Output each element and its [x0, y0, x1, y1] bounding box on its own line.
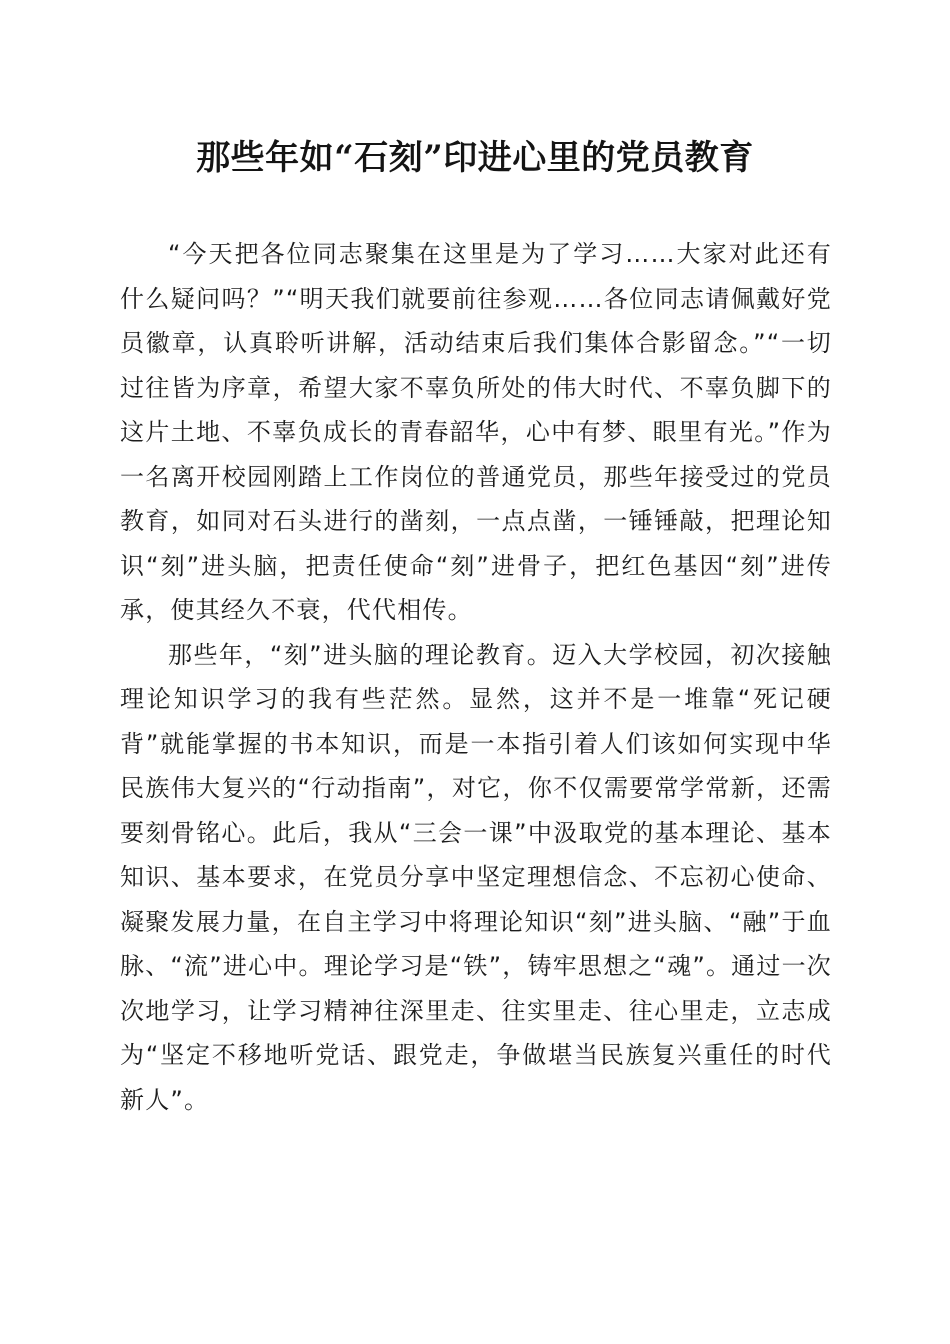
document-title: 那些年如“石刻”印进心里的党员教育	[196, 138, 754, 178]
document-body	[120, 232, 832, 1122]
paragraph-1: “今天把各位同志聚集在这里是为了学习……大家对此还有什么疑问吗？”“明天我们就要前往参观……各位同志请佩戴好党员徽章，认真聆听讲解，活动结束后我们集体合影留念。”“一切过往皆为序章，希望大家不辜负所处的伟大时代、不辜负脚下的这片土地、不辜负成长的青春韶华，心中有梦、眼里有光。”作为一名离开校园刚踏上工作岗位的普通党员，那些年接受过的党员教育，如同对石头进行的凿刻，一点点凿，一锤锤敲，把理论知识“刻”进头脑，把责任使命“刻”进骨子，把红色基因“刻”进传承，使其经久不衰，代代相传。	[120, 240, 832, 624]
paragraph-2: 那些年，“刻”进头脑的理论教育。迈入大学校园，初次接触理论知识学习的我有些茫然。显然，这并不是一堆靠“死记硬背”就能掌握的书本知识，而是一本指引着人们该如何实现中华民族伟大复兴的“行动指南”，对它，你不仅需要常学常新，还需要刻骨铭心。此后，我从“三会一课”中汲取党的基本理论、基本知识、基本要求，在党员分享中坚定理想信念、不忘初心使命、凝聚发展力量，在自主学习中将理论知识“刻”进头脑、“融”于血脉、“流”进心中。理论学习是“铁”，铸牢思想之“魂”。通过一次次地学习，让学习精神往深里走、往实里走、往心里走，立志成为“坚定不移地听党话、跟党走，争做堪当民族复兴重任的时代新人”。	[120, 640, 832, 1114]
